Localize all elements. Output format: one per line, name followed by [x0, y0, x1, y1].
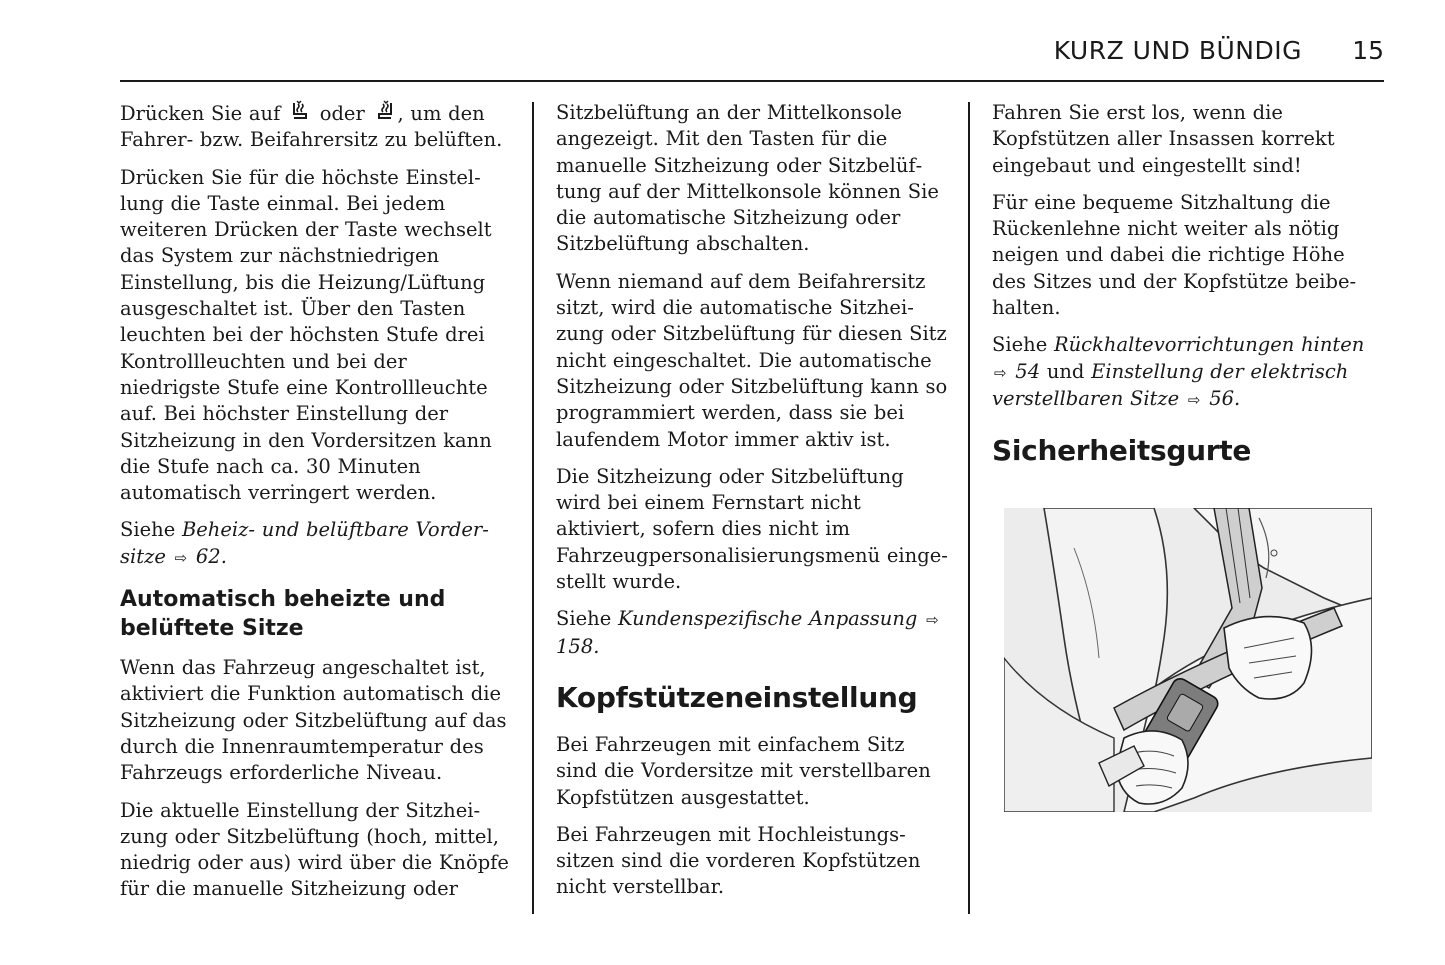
text: Siehe [556, 607, 612, 631]
paragraph: Bei Fahrzeugen mit Hochleistungssitzen sind die vorderen Kopfstützen nicht verstellbar. [556, 822, 921, 899]
column-divider [968, 102, 970, 914]
section-heading: Kopfstützeneinstellung [556, 680, 918, 714]
paragraph: Fahren Sie erst los, wenn die Kopfstützen aller Insassen korrekt eingebaut und eingestellt sind! [992, 101, 1335, 177]
paragraph: Wenn das Fahrzeug angeschaltet ist, aktiviert die Funktion automatisch die Sitzheizung oder Sitzbelüftung auf das durch die Innenraumtemperatur des Fahrzeugs erforderliche Niveau. [120, 656, 507, 785]
cross-reference [556, 606, 951, 660]
text: Siehe [992, 333, 1048, 357]
reference-link[interactable]: Einstellung der elektrisch verstellbaren Sitze ⇨ 56. [992, 359, 1349, 410]
paragraph: Wenn niemand auf dem Beifahrersitz sitzt, wird die automatische Sitzheizung oder Sitzbelüftung für diesen Sitz nicht eingeschaltet. Die automatische Sitzheizung oder Sitzbelüftung kann so programmiert werden, dass sie bei laufendem Motor immer aktiv ist. [556, 269, 948, 451]
paragraph: Die aktuelle Einstellung der Sitzheizung oder Sitzbelüftung (hoch, mittel, niedrig oder aus) wird über die Knöpfe für die manuelle Sitzheizung oder [120, 798, 509, 901]
paragraph: Bei Fahrzeugen mit einfachem Sitz sind die Vordersitze mit verstellbaren Kopfstützen ausgestattet. [556, 732, 931, 809]
column-1 [120, 100, 512, 914]
page-arrow-icon: ⇨ [174, 548, 188, 567]
reference-link[interactable]: Beheiz- und belüftbare Vordersitze ⇨ 62. [120, 518, 489, 568]
text: Drücken Sie auf [120, 102, 281, 125]
section-title: KURZ UND BÜNDIG [1053, 36, 1302, 65]
cross-reference [992, 332, 1372, 413]
section-heading: Sicherheitsgurte [992, 434, 1252, 468]
page-arrow-icon: ⇨ [1187, 390, 1201, 409]
cross-reference [120, 517, 512, 571]
page-arrow-icon: ⇨ [926, 611, 939, 630]
paragraph: Die Sitzheizung oder Sitzbelüftung wird bei einem Fernstart nicht aktiviert, sofern dies nicht im Fahrzeugpersonalisierungsmenü eingestellt wurde. [556, 464, 948, 594]
paragraph: Sitzbelüftung an der Mittelkonsole angezeigt. Mit den Tasten für die manuelle Sitzheizung oder Sitzbelüftung auf der Mittelkonsole können Sie die automatische Sitzheizung oder Sitzbelüftung abschalten. [556, 101, 939, 256]
text: und [1046, 359, 1085, 383]
passenger-seat-ventilation-icon [374, 100, 396, 122]
column-2 [556, 100, 951, 912]
page-header [120, 28, 1384, 82]
column-3 [992, 100, 1372, 485]
paragraph: Drücken Sie für die höchste Einstellung die Taste einmal. Bei jedem weiteren Drücken der Taste wechselt das System zur nächstniedrigen Einstellung, bis die Heizung/Lüftung ausgeschaltet ist. Über den Tasten leuchten bei der höchsten Stufe drei Kontrollleuchten und bei der niedrigste Stufe eine Kontrollleuchte auf. Bei höchster Einstellung der Sitzheizung in den Vordersitzen kann die Stufe nach ca. 30 Minuten automatisch verringert werden. [120, 165, 492, 505]
text: Siehe [120, 518, 176, 542]
reference-link[interactable]: Kundenspezifische Anpassung ⇨ 158. [556, 607, 939, 658]
section-heading: Automatisch beheizte und belüftete Sitze [120, 587, 446, 642]
column-divider [532, 102, 534, 914]
driver-seat-ventilation-icon [289, 100, 311, 122]
text: , um den Fahrer- bzw. Beifahrersitz zu belüften. [120, 102, 503, 152]
reference-link[interactable]: Rückhaltevorrichtungen hinten ⇨ 54 [994, 333, 1365, 383]
text: oder [319, 102, 365, 125]
paragraph: Für eine bequeme Sitzhaltung die Rückenlehne nicht weiter als nötig neigen und dabei die richtige Höhe des Sitzes und der Kopfstütze beibehalten. [992, 190, 1357, 320]
paragraph [120, 100, 512, 154]
seat-belt-buckle-illustration [1004, 508, 1372, 812]
page-arrow-icon: ⇨ [994, 363, 1007, 382]
page-number: 15 [1352, 36, 1384, 65]
